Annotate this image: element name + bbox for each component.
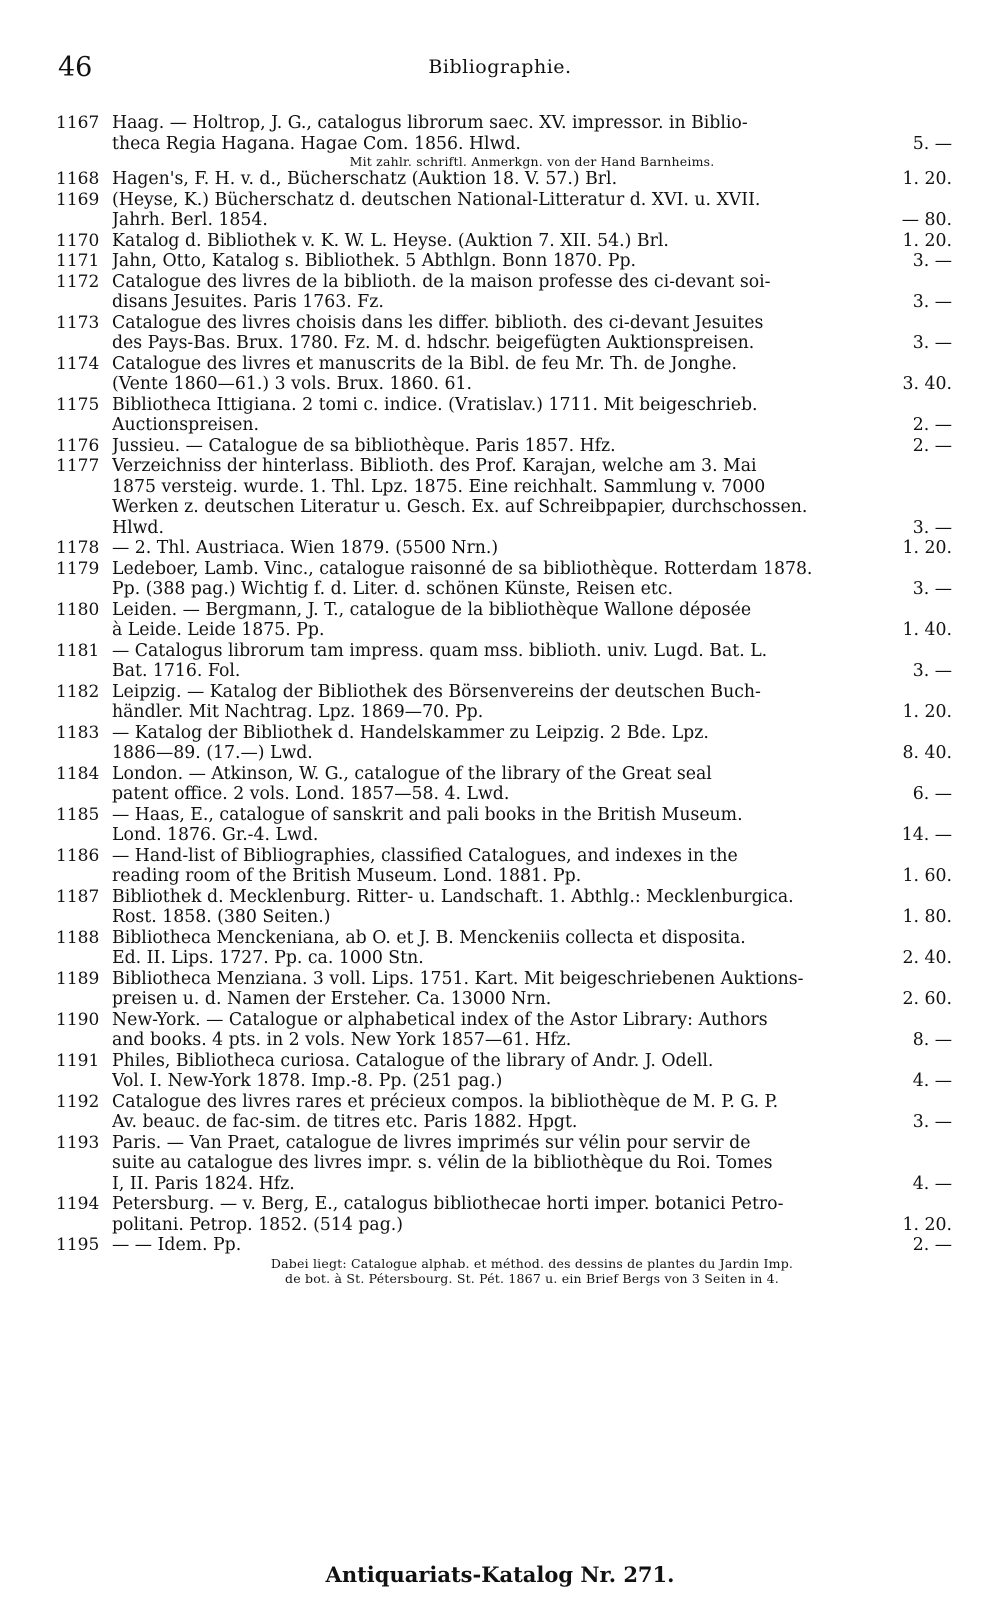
entry-number: 1178	[56, 538, 100, 558]
entry-text: (Heyse, K.) Bücherschatz d. deutschen National-Litteratur d. XVI. u. XVII.	[112, 189, 761, 210]
entry-text: à Leide. Leide 1875. Pp.	[112, 620, 325, 640]
entry-line	[112, 1174, 952, 1195]
entry-text: Auctionspreisen.	[112, 415, 259, 435]
entry-text: Bibliotheca Ittigiana. 2 tomi c. indice. (Vratislav.) 1711. Mit beigeschrieb.	[112, 394, 758, 415]
entry-line	[112, 415, 952, 436]
entry-text: des Pays-Bas. Brux. 1780. Fz. M. d. hdschr. beigefügten Auktionspreisen.	[112, 333, 755, 353]
catalog-entries	[56, 113, 952, 1286]
catalog-entry	[56, 456, 952, 538]
entry-body	[112, 190, 952, 231]
entry-line	[112, 743, 952, 764]
entry-price: 2. —	[912, 1235, 952, 1255]
entry-text: Leiden. — Bergmann, J. T., catalogue de la bibliothèque Wallone déposée	[112, 599, 752, 620]
running-title: Bibliographie.	[428, 56, 572, 78]
catalog-entry	[56, 600, 952, 641]
entry-text: — Hand-list of Bibliographies, classified Catalogues, and indexes in the	[112, 845, 738, 866]
entry-line	[112, 1215, 952, 1236]
entry-number: 1167	[56, 113, 100, 133]
entry-number: 1187	[56, 886, 100, 907]
catalog-entry	[56, 113, 952, 169]
entry-price: 2. 40.	[902, 948, 952, 968]
entry-body	[112, 600, 952, 641]
entry-number: 1176	[56, 435, 100, 456]
entry-text: Catalogue des livres de la biblioth. de la maison professe des ci-devant soi-	[112, 271, 771, 292]
entry-line	[112, 887, 952, 908]
entry-text: reading room of the British Museum. Lond. 1881. Pp.	[112, 866, 582, 886]
entry-text: händler. Mit Nachtrag. Lpz. 1869—70. Pp.	[112, 702, 484, 722]
entry-body	[112, 272, 952, 313]
entry-text: Hagen's, F. H. v. d., Bücherschatz (Auktion 18. V. 57.) Brl.	[112, 169, 618, 189]
entry-price: 3. —	[912, 1112, 952, 1132]
entry-line	[112, 477, 952, 498]
entry-body	[112, 313, 952, 354]
catalog-entry	[56, 969, 952, 1010]
entry-text: Ledeboer, Lamb. Vinc., catalogue raisonné de sa bibliothèque. Rotterdam 1878.	[112, 558, 813, 579]
entry-line	[112, 907, 952, 928]
entry-line	[112, 661, 952, 682]
entry-line	[112, 374, 952, 395]
entry-body	[112, 846, 952, 887]
entry-body	[112, 436, 952, 457]
entry-price: 8. 40.	[902, 743, 952, 763]
catalog-entry	[56, 682, 952, 723]
catalog-entry	[56, 846, 952, 887]
entry-body	[112, 1010, 952, 1051]
entry-number: 1175	[56, 394, 100, 415]
entry-number: 1174	[56, 353, 100, 374]
entry-text: patent office. 2 vols. Lond. 1857—58. 4. Lwd.	[112, 784, 510, 804]
entry-note: Dabei liegt: Catalogue alphab. et méthod. des dessins de plantes du Jardin Imp. de bot. à St. Pétersbourg. St. Pét. 1867 u. ein Brief Bergs von 3 Seiten in 4.	[270, 1255, 794, 1286]
entry-line	[112, 231, 952, 252]
entry-line	[112, 702, 952, 723]
entry-text: Pp. (388 pag.) Wichtig f. d. Liter. d. schönen Künste, Reisen etc.	[112, 579, 673, 599]
entry-body	[112, 1194, 952, 1235]
entry-line	[112, 354, 952, 375]
entry-line	[112, 1071, 952, 1092]
entry-number: 1188	[56, 927, 100, 948]
entry-number: 1182	[56, 681, 100, 702]
entry-line	[112, 1133, 952, 1154]
entry-body	[112, 764, 952, 805]
entry-price: 1. 20.	[902, 702, 952, 722]
entry-line	[112, 948, 952, 969]
entry-price: 3. —	[912, 292, 952, 312]
entry-text: Petersburg. — v. Berg, E., catalogus bibliothecae horti imper. botanici Petro-	[112, 1194, 784, 1214]
entry-body	[112, 641, 952, 682]
entry-line	[112, 1030, 952, 1051]
entry-body	[112, 682, 952, 723]
entry-text: Av. beauc. de fac-sim. de titres etc. Paris 1882. Hpgt.	[112, 1112, 578, 1132]
entry-line	[112, 846, 952, 867]
entry-text: Katalog d. Bibliothek v. K. W. L. Heyse. (Auktion 7. XII. 54.) Brl.	[112, 230, 669, 251]
catalog-entry	[56, 272, 952, 313]
catalog-footer: Antiquariats-Katalog Nr. 271.	[325, 1562, 675, 1587]
entry-line	[112, 210, 952, 231]
entry-text: Ed. II. Lips. 1727. Pp. ca. 1000 Stn.	[112, 948, 424, 968]
entry-line	[112, 518, 952, 539]
entry-line	[112, 825, 952, 846]
entry-text: Leipzig. — Katalog der Bibliothek des Börsenvereins der deutschen Buch-	[112, 681, 761, 702]
entry-text: — Catalogus librorum tam impress. quam mss. biblioth. univ. Lugd. Bat. L.	[112, 640, 768, 661]
entry-number: 1186	[56, 845, 100, 866]
entry-text: Bibliotheca Menckeniana, ab O. et J. B. Menckeniis collecta et disposita.	[112, 927, 746, 948]
entry-text: Rost. 1858. (380 Seiten.)	[112, 907, 331, 927]
entry-number: 1194	[56, 1194, 100, 1214]
entry-line	[112, 272, 952, 293]
entry-line	[112, 292, 952, 313]
entry-text: Paris. — Van Praet, catalogue de livres imprimés sur vélin pour servir de	[112, 1132, 751, 1153]
entry-number: 1170	[56, 230, 100, 251]
entry-price: 1. 20.	[902, 538, 952, 558]
entry-price: 1. 20.	[902, 1214, 952, 1235]
entry-number: 1190	[56, 1009, 100, 1030]
entry-number: 1185	[56, 804, 100, 825]
entry-body	[112, 251, 952, 272]
entry-line	[112, 723, 952, 744]
entry-text: Verzeichniss der hinterlass. Biblioth. des Prof. Karajan, welche am 3. Mai	[112, 456, 757, 476]
catalog-entry	[56, 1092, 952, 1133]
catalog-entry	[56, 251, 952, 272]
entry-number: 1181	[56, 640, 100, 661]
entry-line	[112, 1010, 952, 1031]
entry-body	[112, 395, 952, 436]
entry-number: 1171	[56, 251, 100, 271]
entry-text: Catalogue des livres rares et précieux compos. la bibliothèque de M. P. G. P.	[112, 1091, 779, 1112]
entry-body	[112, 456, 952, 538]
entry-text: Bat. 1716. Fol.	[112, 661, 241, 681]
entry-text: Lond. 1876. Gr.-4. Lwd.	[112, 825, 319, 845]
page-number: 46	[58, 52, 93, 83]
entry-body	[112, 887, 952, 928]
entry-number: 1169	[56, 189, 100, 210]
catalog-entry	[56, 641, 952, 682]
entry-number: 1193	[56, 1132, 100, 1153]
entry-price: 4. —	[912, 1173, 952, 1194]
catalog-entry	[56, 169, 952, 190]
entry-text: London. — Atkinson, W. G., catalogue of the library of the Great seal	[112, 763, 712, 784]
entry-number: 1177	[56, 456, 100, 476]
entry-number: 1189	[56, 968, 100, 989]
entry-price: 1. 20.	[902, 230, 952, 251]
entry-price: 6. —	[912, 784, 952, 804]
entry-line	[112, 764, 952, 785]
catalog-entry	[56, 313, 952, 354]
catalog-entry	[56, 1051, 952, 1092]
entry-price: 1. 40.	[902, 620, 952, 640]
entry-line	[112, 436, 952, 457]
entry-line	[112, 113, 952, 134]
catalog-entry	[56, 231, 952, 252]
entry-text: — 2. Thl. Austriaca. Wien 1879. (5500 Nrn.)	[112, 538, 499, 558]
entry-text: and books. 4 pts. in 2 vols. New York 1857—61. Hfz.	[112, 1030, 572, 1050]
entry-line	[112, 333, 952, 354]
catalog-entry	[56, 559, 952, 600]
entry-line	[112, 456, 952, 477]
entry-line	[112, 600, 952, 621]
entry-line	[112, 682, 952, 703]
entry-line	[112, 190, 952, 211]
entry-text: Jussieu. — Catalogue de sa bibliothèque. Paris 1857. Hfz.	[112, 435, 616, 456]
entry-line	[112, 1153, 952, 1174]
entry-line	[112, 497, 952, 518]
entry-price: 1. 20.	[902, 169, 952, 189]
entry-line	[112, 134, 952, 155]
page-header	[58, 52, 942, 88]
entry-number: 1172	[56, 271, 100, 292]
entry-text: Werken z. deutschen Literatur u. Gesch. Ex. auf Schreibpapier, durchschossen.	[112, 497, 808, 517]
entry-body	[112, 169, 952, 190]
entry-text: politani. Petrop. 1852. (514 pag.)	[112, 1214, 403, 1235]
entry-body	[112, 928, 952, 969]
entry-line	[112, 989, 952, 1010]
entry-body	[112, 354, 952, 395]
entry-line	[112, 1235, 952, 1256]
catalog-entry	[56, 190, 952, 231]
entry-body	[112, 231, 952, 252]
entry-text: Philes, Bibliotheca curiosa. Catalogue of the library of Andr. J. Odell.	[112, 1050, 714, 1071]
catalog-entry	[56, 395, 952, 436]
entry-line	[112, 1194, 952, 1215]
entry-price: — 80.	[901, 210, 952, 230]
catalog-entry	[56, 1194, 952, 1235]
entry-price: 3. —	[912, 517, 952, 538]
entry-price: 2. —	[912, 415, 952, 435]
entry-line	[112, 620, 952, 641]
entry-line	[112, 928, 952, 949]
entry-number: 1195	[56, 1235, 100, 1255]
entry-price: 3. —	[912, 661, 952, 681]
entry-text: Vol. I. New-York 1878. Imp.-8. Pp. (251 pag.)	[112, 1071, 503, 1091]
entry-line	[112, 579, 952, 600]
entry-line	[112, 641, 952, 662]
entry-text: (Vente 1860—61.) 3 vols. Brux. 1860. 61.	[112, 374, 472, 394]
entry-note: Mit zahlr. schriftl. Anmerkgn. von der Hand Barnheims.	[349, 154, 715, 169]
entry-price: 3. —	[912, 333, 952, 353]
entry-price: 1. 60.	[902, 866, 952, 886]
entry-body	[112, 113, 952, 169]
entry-line	[112, 969, 952, 990]
entry-text: Catalogue des livres choisis dans les differ. biblioth. des ci-devant Jesuites	[112, 312, 764, 333]
entry-line	[112, 538, 952, 559]
entry-price: 8. —	[912, 1030, 952, 1050]
entry-number: 1168	[56, 169, 100, 189]
catalog-entry	[56, 1010, 952, 1051]
entry-price: 3. —	[912, 579, 952, 599]
entry-text: Hlwd.	[112, 517, 164, 538]
entry-line	[112, 784, 952, 805]
entry-price: 3. 40.	[902, 374, 952, 394]
entry-line	[112, 866, 952, 887]
entry-text: Bibliothek d. Mecklenburg. Ritter- u. Landschaft. 1. Abthlg.: Mecklenburgica.	[112, 886, 794, 907]
entry-number: 1192	[56, 1091, 100, 1112]
entry-text: New-York. — Catalogue or alphabetical index of the Astor Library: Authors	[112, 1009, 768, 1030]
entry-body	[112, 805, 952, 846]
entry-body	[112, 1092, 952, 1133]
entry-price: 5. —	[912, 133, 952, 154]
entry-text: Haag. — Holtrop, J. G., catalogus librorum saec. XV. impressor. in Biblio-	[112, 113, 748, 133]
catalog-entry	[56, 723, 952, 764]
catalog-entry	[56, 354, 952, 395]
entry-line	[112, 169, 952, 190]
entry-number: 1179	[56, 558, 100, 579]
catalog-entry	[56, 538, 952, 559]
entry-text: preisen u. d. Namen der Ersteher. Ca. 13000 Nrn.	[112, 989, 552, 1009]
entry-price: 1. 80.	[902, 907, 952, 927]
entry-line	[112, 805, 952, 826]
entry-body	[112, 559, 952, 600]
catalog-entry	[56, 1133, 952, 1195]
entry-line	[112, 313, 952, 334]
entry-price: 3. —	[912, 251, 952, 271]
entry-text: Jahrh. Berl. 1854.	[112, 210, 268, 230]
catalog-entry	[56, 436, 952, 457]
entry-text: — Haas, E., catalogue of sanskrit and pali books in the British Museum.	[112, 804, 743, 825]
entry-text: suite au catalogue des livres impr. s. vélin de la bibliothèque du Roi. Tomes	[112, 1153, 773, 1173]
entry-body	[112, 1051, 952, 1092]
entry-text: 1886—89. (17.—) Lwd.	[112, 743, 313, 763]
entry-line	[112, 559, 952, 580]
entry-text: 1875 versteig. wurde. 1. Thl. Lpz. 1875. Eine reichhalt. Sammlung v. 7000	[112, 476, 766, 497]
entry-line	[112, 1112, 952, 1133]
entry-line	[112, 395, 952, 416]
entry-line	[112, 1051, 952, 1072]
entry-text: Jahn, Otto, Katalog s. Bibliothek. 5 Abthlgn. Bonn 1870. Pp.	[112, 251, 637, 271]
entry-number: 1183	[56, 722, 100, 743]
entry-number: 1184	[56, 763, 100, 784]
entry-body	[112, 538, 952, 559]
entry-text: — Katalog der Bibliothek d. Handelskammer zu Leipzig. 2 Bde. Lpz.	[112, 722, 709, 743]
entry-text: theca Regia Hagana. Hagae Com. 1856. Hlwd.	[112, 133, 521, 154]
entry-text: disans Jesuites. Paris 1763. Fz.	[112, 292, 384, 312]
entry-body	[112, 969, 952, 1010]
entry-body	[112, 723, 952, 764]
entry-line	[112, 251, 952, 272]
entry-number: 1191	[56, 1050, 100, 1071]
catalog-entry	[56, 764, 952, 805]
entry-number: 1173	[56, 312, 100, 333]
entry-text: Bibliotheca Menziana. 3 voll. Lips. 1751. Kart. Mit beigeschriebenen Auktions-	[112, 968, 804, 989]
catalog-entry	[56, 1235, 952, 1286]
entry-body	[112, 1133, 952, 1195]
entry-line	[112, 1092, 952, 1113]
entry-body	[112, 1235, 952, 1286]
entry-price: 2. 60.	[902, 989, 952, 1009]
entry-price: 2. —	[912, 435, 952, 456]
entry-price: 4. —	[912, 1071, 952, 1091]
entry-number: 1180	[56, 599, 100, 620]
entry-text: — — Idem. Pp.	[112, 1235, 242, 1255]
entry-price: 14. —	[901, 825, 952, 845]
catalog-entry	[56, 887, 952, 928]
catalog-entry	[56, 928, 952, 969]
catalog-entry	[56, 805, 952, 846]
entry-text: Catalogue des livres et manuscrits de la Bibl. de feu Mr. Th. de Jonghe.	[112, 353, 737, 374]
entry-text: I, II. Paris 1824. Hfz.	[112, 1173, 295, 1194]
